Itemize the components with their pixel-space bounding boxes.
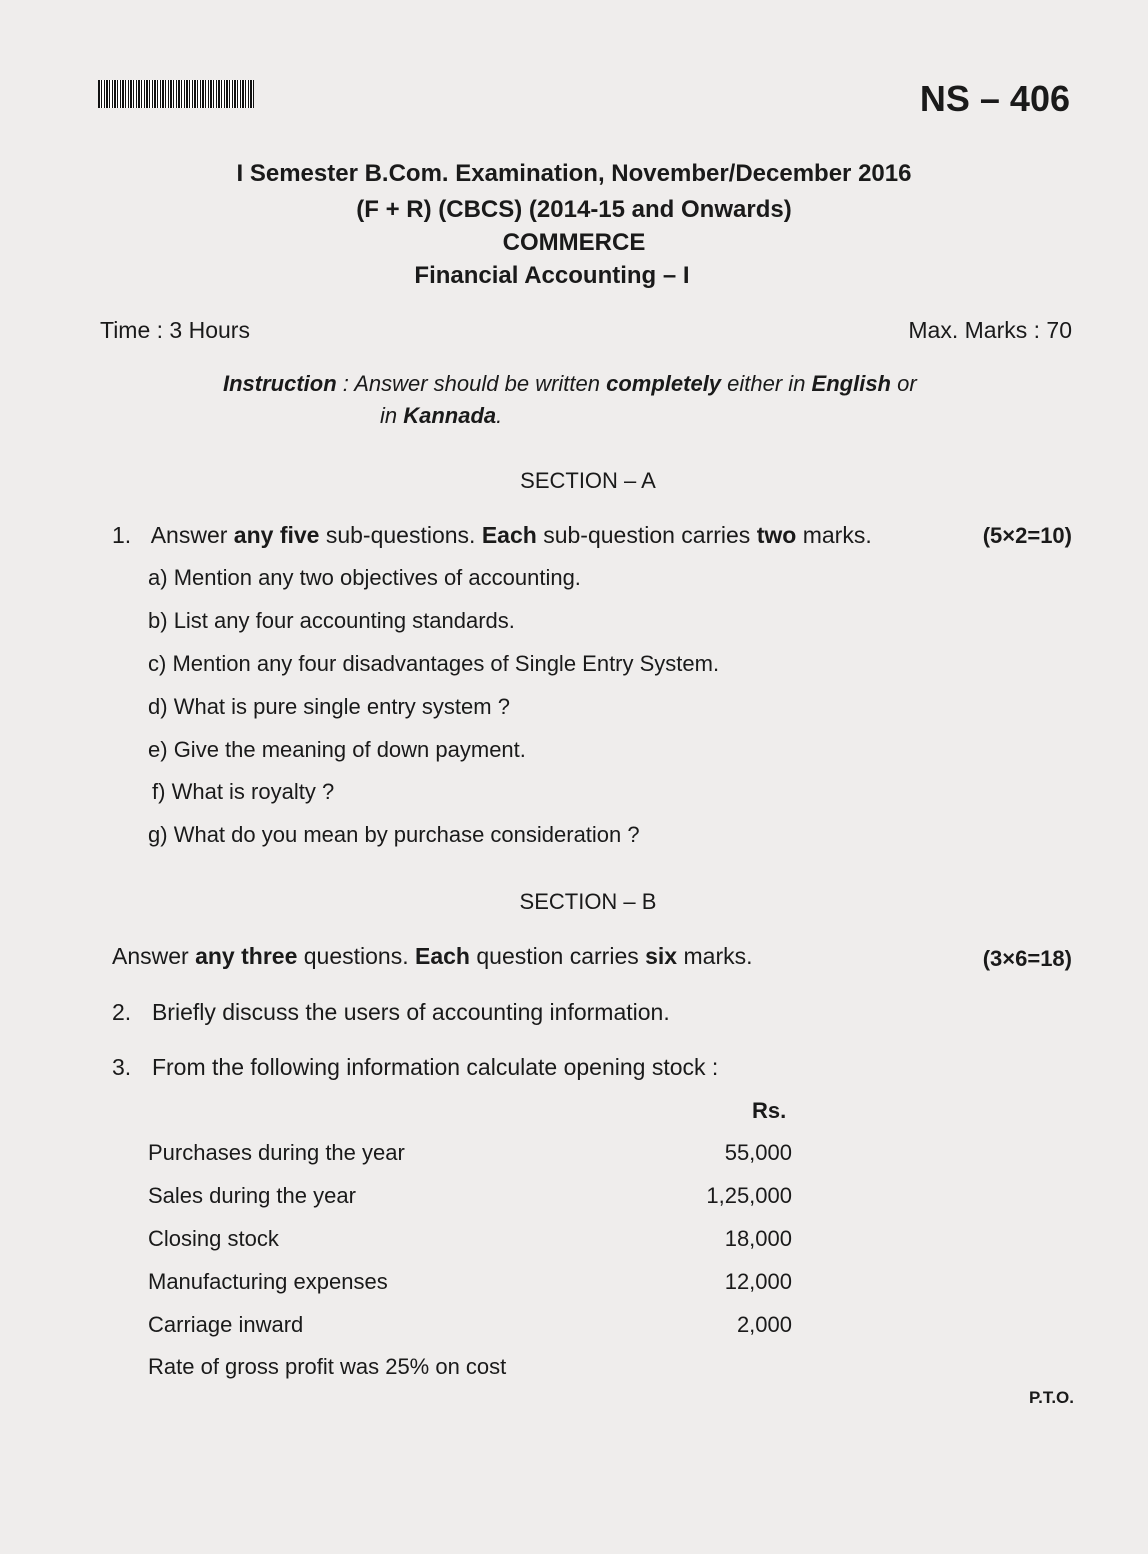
- table-row-label: Carriage inward: [148, 1312, 304, 1337]
- table-unit-header: Rs.: [752, 1098, 787, 1123]
- question-3: 3. From the following information calculate opening stock :: [112, 1054, 719, 1080]
- time-label: Time : 3 Hours: [100, 317, 250, 343]
- table-row-label: Manufacturing expenses: [148, 1269, 388, 1294]
- sub-question-c: c) Mention any four disadvantages of Single Entry System.: [148, 651, 720, 676]
- sub-question-g: g) What do you mean by purchase consideration ?: [148, 822, 640, 847]
- sub-question-f: f) What is royalty ?: [152, 779, 335, 804]
- section-b-marks: (3×6=18): [982, 946, 1072, 971]
- table-row-value: 2,000: [736, 1312, 792, 1337]
- table-row-value: 55,000: [724, 1140, 792, 1165]
- sub-question-a: a) Mention any two objectives of accounting.: [148, 565, 581, 590]
- table-note: Rate of gross profit was 25% on cost: [148, 1354, 507, 1379]
- instruction-label: Instruction: [223, 371, 337, 396]
- max-marks-label: Max. Marks : 70: [908, 317, 1072, 343]
- question-2: 2. Briefly discuss the users of accounting information.: [112, 999, 670, 1025]
- section-a-marks: (5×2=10): [982, 523, 1072, 548]
- table-row-label: Sales during the year: [148, 1183, 356, 1208]
- table-row-value: 18,000: [724, 1226, 792, 1251]
- section-a-title: SECTION – A: [520, 468, 656, 493]
- exam-title: I Semester B.Com. Examination, November/December 2016: [236, 160, 912, 187]
- sub-question-e: e) Give the meaning of down payment.: [148, 737, 526, 762]
- table-row-label: Closing stock: [148, 1226, 279, 1251]
- section-b-instruction: Answer any three questions. Each question carries six marks.: [112, 943, 753, 969]
- instruction-line2: in Kannada.: [380, 403, 503, 428]
- paper-code: NS – 406: [919, 78, 1070, 119]
- sub-question-b: b) List any four accounting standards.: [148, 608, 515, 633]
- instruction-line1: Instruction : Answer should be written completely either in English or: [223, 371, 917, 396]
- exam-scheme: (F + R) (CBCS) (2014-15 and Onwards): [356, 196, 792, 223]
- table-row-value: 1,25,000: [706, 1183, 792, 1208]
- barcode: [98, 80, 254, 108]
- section-b-title: SECTION – B: [519, 889, 657, 914]
- paper-title: Financial Accounting – I: [414, 262, 690, 289]
- sub-question-d: d) What is pure single entry system ?: [148, 694, 510, 719]
- table-row-value: 12,000: [724, 1269, 792, 1294]
- table-row-label: Purchases during the year: [148, 1140, 405, 1165]
- pto-label: P.T.O.: [1028, 1388, 1074, 1407]
- subject-title: COMMERCE: [502, 229, 646, 256]
- question-1: 1. Answer any five sub-questions. Each sub-question carries two marks.: [112, 522, 872, 548]
